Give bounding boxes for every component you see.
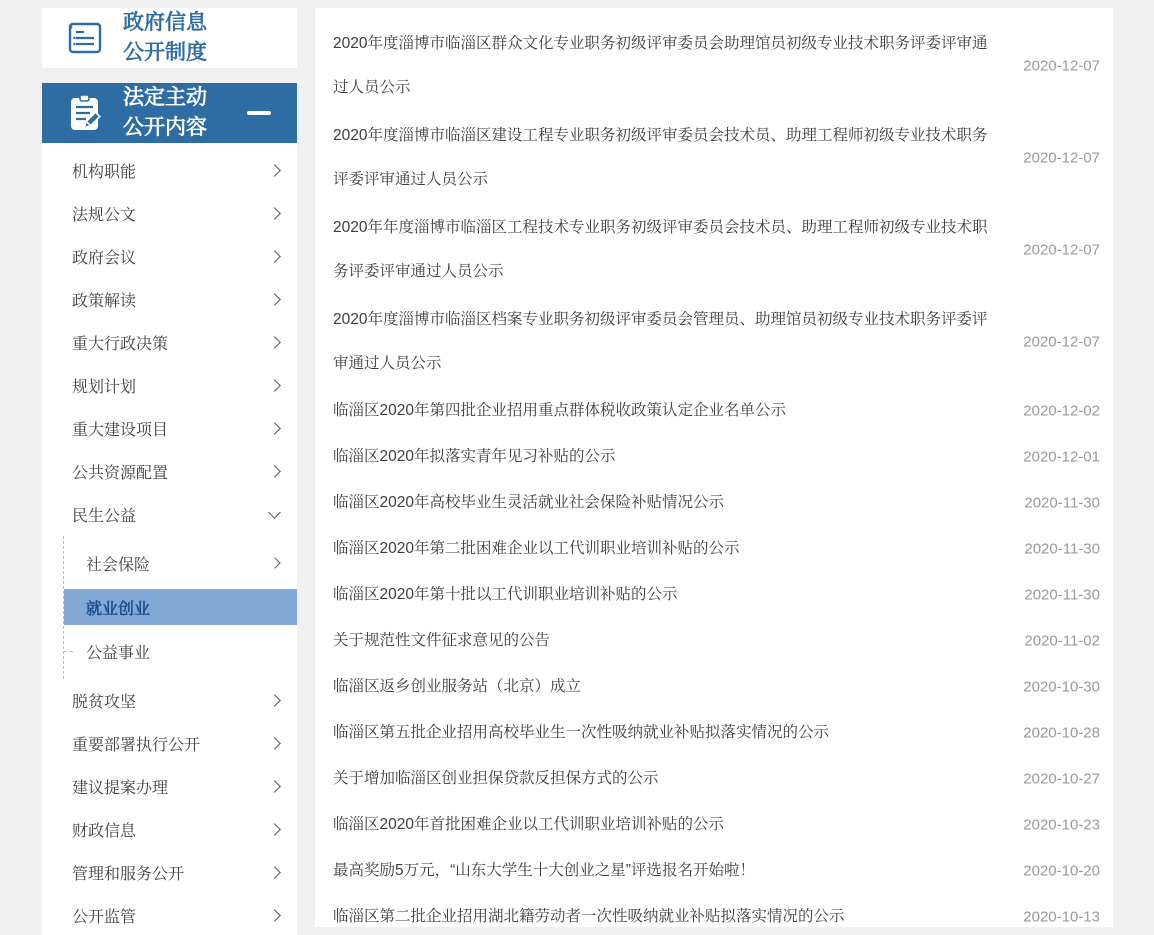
announcement-date: 2020-10-27 (1023, 770, 1100, 788)
chevron-right-icon (268, 422, 281, 435)
chevron-right-icon (268, 909, 281, 922)
sidebar-subitem-label: 社会保险 (86, 556, 151, 574)
announcement-date: 2020-10-28 (1023, 724, 1100, 742)
announcement-date: 2020-12-07 (1023, 333, 1100, 351)
announcement-date: 2020-10-13 (1023, 908, 1100, 926)
list-item[interactable] (315, 480, 1113, 526)
announcement-date: 2020-11-02 (1024, 632, 1100, 650)
sidebar-item-agency-functions[interactable] (42, 149, 297, 192)
sidebar-subitem-employment-entrepreneurship[interactable] (64, 589, 297, 625)
sidebar-item-regulations-documents[interactable] (42, 192, 297, 235)
list-item[interactable] (315, 664, 1113, 710)
announcement-title[interactable]: 临淄区第五批企业招用高校毕业生一次性吸纳就业补贴拟落实情况的公示 (333, 724, 830, 741)
list-item[interactable] (315, 710, 1113, 756)
sidebar-item-label: 机构职能 (72, 164, 137, 181)
chevron-right-icon (268, 780, 281, 793)
announcement-title[interactable]: 最高奖励5万元，“山东大学生十大创业之星”评选报名开始啦！ (333, 862, 755, 879)
list-item[interactable] (315, 618, 1113, 664)
list-item[interactable] (315, 802, 1113, 848)
chevron-right-icon (268, 250, 281, 263)
announcement-date: 2020-11-30 (1024, 586, 1100, 604)
list-item[interactable] (315, 848, 1113, 894)
sidebar-item-key-deployment-disclosure[interactable] (42, 722, 297, 765)
sidebar-item-major-construction-projects[interactable] (42, 407, 297, 450)
sidebar-item-label: 民生公益 (72, 508, 137, 525)
sidebar-item-label: 财政信息 (72, 823, 137, 840)
chevron-right-icon (268, 336, 281, 349)
sidebar-item-livelihood-welfare[interactable] (42, 493, 297, 536)
announcement-date: 2020-12-07 (1023, 241, 1100, 259)
sidebar-subitem-label: 公益事业 (86, 644, 151, 662)
announcement-title[interactable]: 2020年度淄博市临淄区群众文化专业职务初级评审委员会助理馆员初级专业技术职务评委评审通过人员公示 (333, 35, 988, 96)
sidebar-subitem-social-insurance[interactable] (64, 541, 297, 585)
announcement-date: 2020-10-20 (1023, 862, 1100, 880)
sidebar-item-management-and-services[interactable] (42, 851, 297, 894)
announcement-title[interactable]: 临淄区2020年高校毕业生灵活就业社会保险补贴情况公示 (333, 494, 724, 511)
sidebar-section-legal-active-disclosure[interactable] (42, 83, 297, 143)
sidebar-subgroup-livelihood (63, 536, 297, 679)
announcement-date: 2020-12-07 (1023, 57, 1100, 75)
chevron-right-icon (268, 465, 281, 478)
sidebar-item-label: 规划计划 (72, 379, 137, 396)
announcement-date: 2020-12-02 (1023, 402, 1100, 420)
announcement-date: 2020-11-30 (1024, 540, 1100, 558)
clipboard-pencil-icon (62, 90, 108, 136)
sidebar-item-fiscal-information[interactable] (42, 808, 297, 851)
announcement-date: 2020-10-30 (1023, 678, 1100, 696)
sidebar-item-policy-interpretation[interactable] (42, 278, 297, 321)
announcement-title[interactable]: 临淄区2020年第十批以工代训职业培训补贴的公示 (333, 586, 678, 603)
announcement-date: 2020-12-07 (1023, 149, 1100, 167)
sidebar (42, 8, 297, 927)
sidebar-section-title: 法定主动 公开内容 (123, 86, 207, 139)
sidebar-item-label: 政策解读 (72, 293, 137, 310)
chevron-right-icon (269, 557, 280, 568)
list-item[interactable] (315, 296, 1113, 388)
sidebar-item-poverty-alleviation[interactable] (42, 679, 297, 722)
announcement-title[interactable]: 关于规范性文件征求意见的公告 (333, 632, 551, 649)
sidebar-item-label: 建议提案办理 (72, 780, 169, 797)
list-item[interactable] (315, 894, 1113, 935)
announcement-title[interactable]: 2020年年度淄博市临淄区工程技术专业职务初级评审委员会技术员、助理工程师初级专业技术职务评委评审通过人员公示 (333, 219, 988, 280)
list-item[interactable] (315, 20, 1113, 112)
sidebar-menu (42, 143, 297, 935)
list-item[interactable] (315, 204, 1113, 296)
collapse-minus-icon[interactable] (247, 111, 271, 115)
list-item[interactable] (315, 112, 1113, 204)
list-item[interactable] (315, 388, 1113, 434)
announcement-date: 2020-12-01 (1023, 448, 1100, 466)
sidebar-item-suggestions-proposals[interactable] (42, 765, 297, 808)
sidebar-item-label: 法规公文 (72, 207, 137, 224)
announcement-date: 2020-10-23 (1023, 816, 1100, 834)
sidebar-item-disclosure-supervision[interactable] (42, 894, 297, 935)
chevron-right-icon (268, 823, 281, 836)
announcement-date: 2020-11-30 (1024, 494, 1100, 512)
sidebar-item-planning[interactable] (42, 364, 297, 407)
chevron-right-icon (268, 207, 281, 220)
sidebar-item-government-meetings[interactable] (42, 235, 297, 278)
sidebar-subitem-label: 就业创业 (86, 600, 151, 618)
chevron-right-icon (268, 866, 281, 879)
sidebar-item-label: 公共资源配置 (72, 465, 169, 482)
chevron-right-icon (268, 737, 281, 750)
announcement-title[interactable]: 临淄区2020年第四批企业招用重点群体税收政策认定企业名单公示 (333, 402, 786, 419)
announcement-title[interactable]: 2020年度淄博市临淄区档案专业职务初级评审委员会管理员、助理馆员初级专业技术职务评委评审通过人员公示 (333, 311, 988, 372)
document-lines-icon (62, 15, 108, 61)
sidebar-item-major-administrative-decisions[interactable] (42, 321, 297, 364)
chevron-right-icon (268, 694, 281, 707)
sidebar-item-label: 管理和服务公开 (72, 866, 185, 883)
chevron-down-icon (268, 506, 281, 519)
announcement-list (315, 8, 1113, 927)
sidebar-item-label: 重大建设项目 (72, 422, 169, 439)
chevron-right-icon (268, 379, 281, 392)
announcement-title[interactable]: 临淄区2020年第二批困难企业以工代训职业培训补贴的公示 (333, 540, 740, 557)
sidebar-item-label: 公开监管 (72, 909, 137, 926)
sidebar-item-label: 政府会议 (72, 250, 137, 267)
sidebar-item-label: 脱贫攻坚 (72, 694, 137, 711)
list-item[interactable] (315, 434, 1113, 480)
announcement-title[interactable]: 临淄区第二批企业招用湖北籍劳动者一次性吸纳就业补贴拟落实情况的公示 (333, 908, 845, 925)
announcement-title[interactable]: 临淄区2020年拟落实青年见习补贴的公示 (333, 448, 616, 465)
sidebar-subitem-public-welfare-undertakings[interactable] (64, 629, 297, 673)
list-item[interactable] (315, 572, 1113, 618)
chevron-right-icon (268, 293, 281, 306)
list-item[interactable] (315, 756, 1113, 802)
announcement-title[interactable]: 临淄区2020年首批困难企业以工代训职业培训补贴的公示 (333, 816, 724, 833)
sidebar-header-title: 政府信息 公开制度 (123, 11, 207, 64)
announcement-title[interactable]: 临淄区返乡创业服务站（北京）成立 (333, 678, 582, 695)
sidebar-header-disclosure-system (42, 8, 297, 68)
announcement-title[interactable]: 关于增加临淄区创业担保贷款反担保方式的公示 (333, 770, 659, 787)
sidebar-item-label: 重大行政决策 (72, 336, 169, 353)
announcement-title[interactable]: 2020年度淄博市临淄区建设工程专业职务初级评审委员会技术员、助理工程师初级专业技术职务评委评审通过人员公示 (333, 127, 988, 188)
list-item[interactable] (315, 526, 1113, 572)
sidebar-item-public-resource-allocation[interactable] (42, 450, 297, 493)
sidebar-item-label: 重要部署执行公开 (72, 737, 201, 754)
chevron-right-icon (268, 164, 281, 177)
